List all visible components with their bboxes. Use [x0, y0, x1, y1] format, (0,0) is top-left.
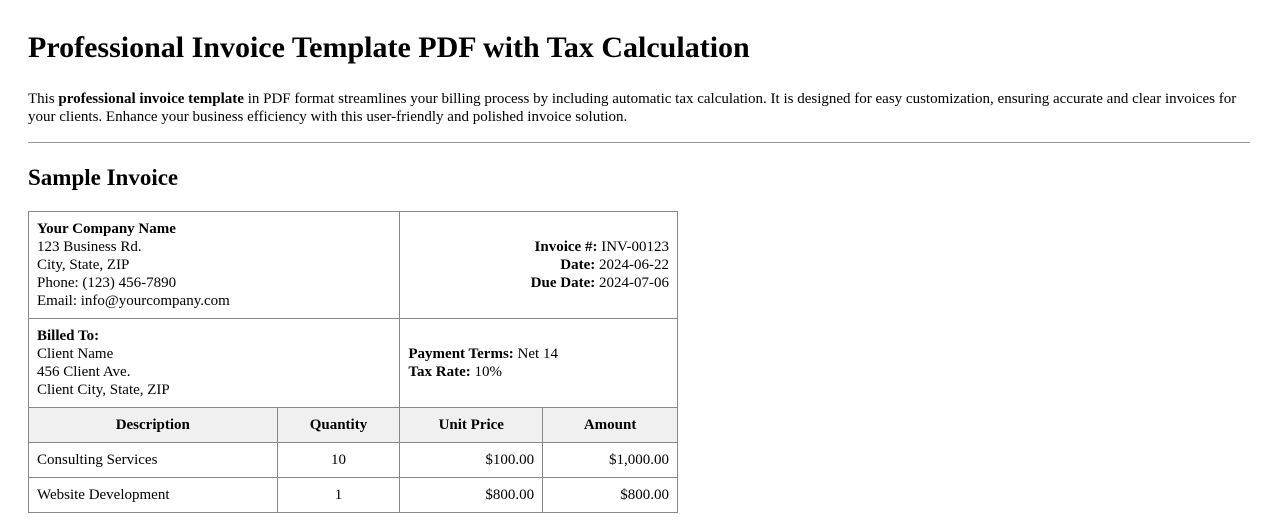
item-unit-price: $100.00 — [400, 443, 543, 478]
intro-paragraph — [28, 90, 1250, 126]
item-description: Consulting Services — [29, 443, 278, 478]
billing-row — [29, 319, 678, 408]
invoice-number-label: Invoice #: — [534, 239, 598, 255]
tax-rate-label: Tax Rate: — [408, 364, 471, 380]
due-date-label: Due Date: — [530, 275, 596, 291]
company-info — [29, 212, 400, 319]
terms — [400, 319, 678, 408]
intro-bold: professional invoice template — [58, 91, 244, 107]
col-description: Description — [29, 408, 278, 443]
billed-to-label: Billed To: — [37, 328, 100, 344]
divider — [28, 142, 1250, 143]
invoice-date: 2024-06-22 — [595, 257, 669, 273]
item-quantity: 10 — [277, 443, 400, 478]
tax-rate: 10% — [470, 364, 502, 380]
payment-terms-label: Payment Terms: — [408, 346, 514, 362]
date-label: Date: — [560, 257, 596, 273]
company-name: Your Company Name — [37, 221, 176, 237]
invoice-meta — [400, 212, 678, 319]
company-email: Email: info@yourcompany.com — [37, 293, 230, 309]
company-city: City, State, ZIP — [37, 257, 130, 273]
item-quantity: 1 — [277, 478, 400, 513]
intro-text-rest: in PDF format streamlines your billing process by including automatic tax calculation. It is designed for easy customization, ensuring accurate and clear invoices for your clients. Enhance your business efficiency with this user-friendly and polished invoice solution. — [28, 91, 1237, 125]
company-row — [29, 212, 678, 319]
items-header — [29, 408, 678, 443]
client-city: Client City, State, ZIP — [37, 382, 170, 398]
invoice-table — [28, 211, 678, 513]
item-description: Website Development — [29, 478, 278, 513]
page-title: Professional Invoice Template PDF with Tax Calculation — [28, 31, 750, 64]
company-address: 123 Business Rd. — [37, 239, 142, 255]
intro-text: This — [28, 91, 59, 107]
table-row — [29, 478, 678, 513]
due-date: 2024-07-06 — [595, 275, 669, 291]
billed-to — [29, 319, 400, 408]
invoice-number: INV-00123 — [597, 239, 669, 255]
company-phone: Phone: (123) 456-7890 — [37, 275, 177, 291]
col-amount: Amount — [543, 408, 678, 443]
client-name: Client Name — [37, 346, 114, 362]
item-unit-price: $800.00 — [400, 478, 543, 513]
client-address: 456 Client Ave. — [37, 364, 131, 380]
col-unit-price: Unit Price — [400, 408, 543, 443]
item-amount: $800.00 — [543, 478, 678, 513]
col-quantity: Quantity — [277, 408, 400, 443]
item-amount: $1,000.00 — [543, 443, 678, 478]
payment-terms: Net 14 — [513, 346, 558, 362]
table-row — [29, 443, 678, 478]
section-title: Sample Invoice — [28, 165, 179, 190]
